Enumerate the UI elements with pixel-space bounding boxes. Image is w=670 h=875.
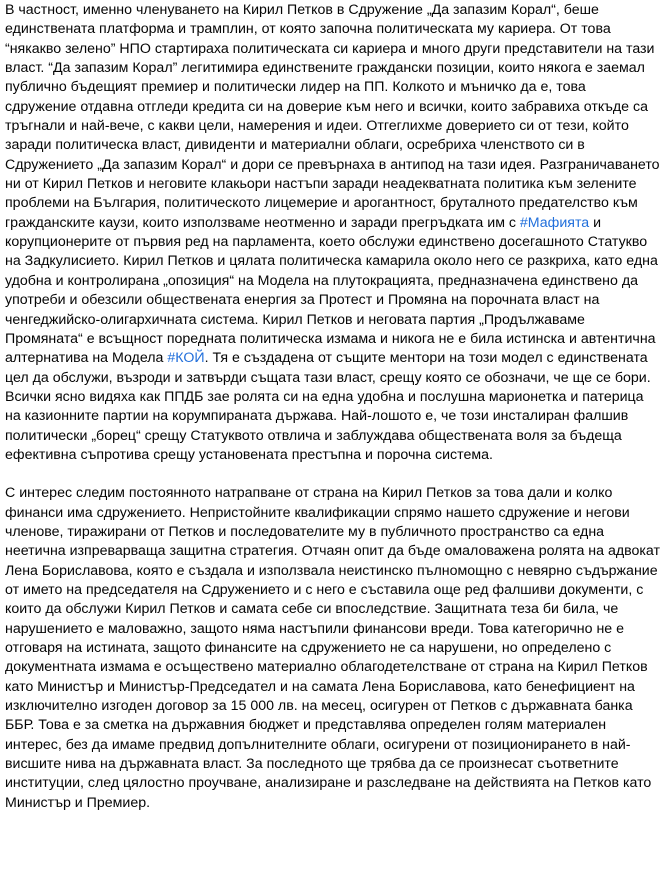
text-segment: и корупционерите от първия ред на парламента, което обслужи единствено досегашното Статукво на Задкулисието. Кирил Петков и цялата политическа камарила около него се разкриха, като една удобна и контролирана „опозиция“ на Модела на плутокрацията, предназначена единствено да употреби и обезсили обществената енергия за Протест и Промяна на порочната власт на ченгеджийско-олигархичната система. Кирил Петков и неговата партия „Продължаваме Промяната“ е всъщност поредната политическа измама и никога не е била истинска и автентична алтернатива на Модела	[5, 214, 658, 367]
post-paragraph-1	[5, 1, 660, 465]
hashtag-link-mafia[interactable]: #Мафията	[519, 214, 590, 231]
post-paragraph-2: С интерес следим постоянното натрапване от страна на Кирил Петков за това дали и колко финанси има сдружението. Непристойните квалификации спрямо нашето сдружение и негови членове, тиражирани от Петков и последователите му в публичното пространство са една неетична изпреварваща защитна стратегия. Отчаян опит да бъде омаловажена ролята на адвокат Лена Бориславова, която е създала и използвала неистинско пълномощно с невярно съдържание от името на председателя на Сдружението и с него е съставила още ред фалшиви документи, с които да обслужи Кирил Петков и самата себе си впоследствие. Защитната теза би била, че нарушението е маловажно, защото няма настъпили финансови вреди. Това категорично не е отговаря на истината, защото финансите на сдружението не са нарушени, но определено с документната измама е осъществено материално облагодетелстване от страна на Кирил Петков като Министър и Министър-Председател и на самата Лена Бориславова, като бенефициент на изключително изгоден договор за 15 000 лв. на месец, осигурен от Петков с държавната банка ББР. Това е за сметка на държавния бюджет и представлява определен голям материален интерес, без да имаме предвид допълнителните облаги, осигурени от позиционирането в най-висшите нива на държавната власт. За последното ще трябва да се произнесат съответните институции, след цялостно проучване, анализиране и разследване на действията на Петков като Министър и Премиер.	[5, 485, 660, 811]
text-segment: . Тя е създадена от същите ментори на този модел с единствената цел да обслужи, възроди и затвърди същата тази власт, срещу която се обозначи, че ще се бори. Всички ясно видяха как ППДБ зае ролята си на една удобна и послушна марионетка и патерица на казионните партии на корумпираната държава. Най-лошото е, че този инсталиран фалшив политически „борец“ срещу Статуквото отвлича и заблуждава обществената воля за бъдеща ефективна съпротива срещу установената престъпна и порочна система.	[5, 350, 651, 463]
hashtag-link-koi[interactable]: #КОЙ	[167, 350, 205, 367]
text-segment: В частност, именно членуването на Кирил Петков в Сдружение „Да запазим Корал“, беше единствената платформа и трамплин, от която започна политическата му кариера. От това “някакво зелено” НПО стартираха политическата си кариера и много други представители на тази власт. “Да запазим Корал” легитимира единствените граждански позиции, които някога е заемал публично бъдещият премиер и политически лидер на ПП. Колкото и мъничко да е, това сдружение отдавна отгледи кредита си на доверие към него и всички, които забравиха откъде са тръгнали и най-вече, с какви цели, намерения и идеи. Отгеглихме доверието си от тези, който заради политическа власт, дивиденти и материални облаги, осребриха членството си в Сдружението „Да запазим Корал“ и дори се превърнаха в антипод на тази идея. Разграничаването ни от Кирил Петков и неговите клакьори настъпи заради неадекватната политика към зелените проблеми на България, политическото лицемерие и арогантност, бруталното предателство към гражданските каузи, които използваме неотменно и заради прегръдката им с	[5, 2, 660, 231]
